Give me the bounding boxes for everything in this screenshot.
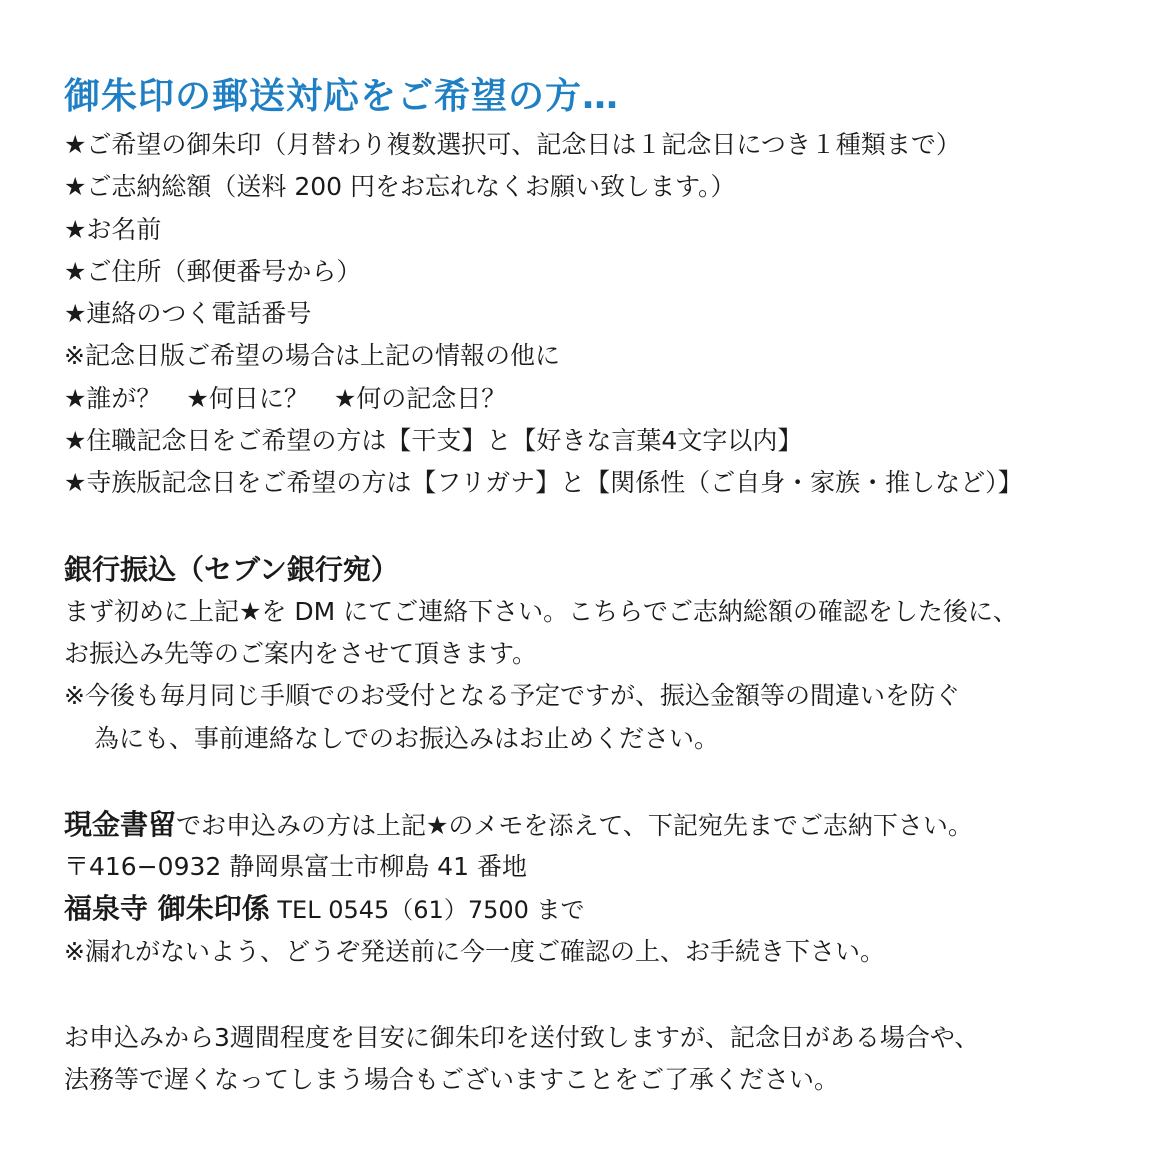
spacer bbox=[64, 760, 1124, 804]
closing-section bbox=[64, 1017, 1124, 1102]
requirements-list bbox=[64, 124, 1124, 505]
spacer bbox=[64, 973, 1124, 1017]
requirement-item: ★ご志納総額（送料 200 円をお忘れなくお願い致します。） bbox=[64, 172, 736, 202]
requirement-item: ★誰が？ ★何日に？ ★何の記念日？ bbox=[64, 383, 507, 413]
cash-mail-note: ※漏れがないよう、どうぞ発送前に今一度ご確認の上、お手続き下さい。 bbox=[64, 936, 885, 966]
recipient-name: 福泉寺 御朱印係 bbox=[64, 892, 270, 926]
recipient-line bbox=[64, 888, 1124, 930]
closing-text: 法務等で遅くなってしまう場合もございますことをご了承ください。 bbox=[64, 1065, 840, 1095]
requirement-item: ★ご希望の御朱印（月替わり複数選択可、記念日は１記念日につき１種類まで） bbox=[64, 130, 961, 159]
requirement-item: ★連絡のつく電話番号 bbox=[64, 299, 312, 329]
cash-mail-heading bbox=[64, 804, 1124, 846]
page-title: 御朱印の郵送対応をご希望の方… bbox=[64, 76, 620, 117]
closing-text: お申込みから3週間程度を目安に御朱印を送付致しますが、記念日がある場合や、 bbox=[64, 1023, 980, 1053]
requirement-item: ★寺族版記念日をご希望の方は【フリガナ】と【関係性（ご自身・家族・推しなど）】 bbox=[64, 468, 1023, 498]
postal-address: 〒416−0932 静岡県富士市柳島 41 番地 bbox=[64, 852, 527, 882]
cash-registered-mail-section bbox=[64, 804, 1124, 973]
bank-transfer-note: 為にも、事前連絡なしでのお振込みはお止めください。 bbox=[94, 723, 720, 753]
requirement-note: ※記念日版ご希望の場合は上記の情報の他に bbox=[64, 341, 560, 371]
spacer bbox=[64, 505, 1124, 549]
recipient-phone: TEL 0545（61）7500 まで bbox=[269, 896, 585, 925]
cash-mail-heading-text: でお申込みの方は上記★のメモを添えて、下記宛先までご志納下さい。 bbox=[176, 810, 973, 840]
requirement-item: ★ご住所（郵便番号から） bbox=[64, 256, 362, 286]
requirement-item: ★住職記念日をご希望の方は【干支】と【好きな言葉4文字以内】 bbox=[64, 426, 803, 456]
requirement-item: ★お名前 bbox=[64, 214, 162, 244]
bank-transfer-note: ※今後も毎月同じ手順でのお受付となる予定ですが、振込金額等の間違いを防ぐ bbox=[64, 681, 960, 711]
bank-transfer-section bbox=[64, 549, 1124, 760]
bank-transfer-text: お振込み先等のご案内をさせて頂きます。 bbox=[64, 638, 538, 668]
bank-transfer-text: まず初めに上記★を DM にてご連絡下さい。こちらでご志納総額の確認をした後に、 bbox=[64, 596, 1018, 626]
document-body bbox=[64, 72, 1124, 1102]
bank-transfer-heading: 銀行振込（セブン銀行宛） bbox=[64, 552, 399, 586]
cash-mail-heading-bold: 現金書留 bbox=[64, 807, 177, 841]
